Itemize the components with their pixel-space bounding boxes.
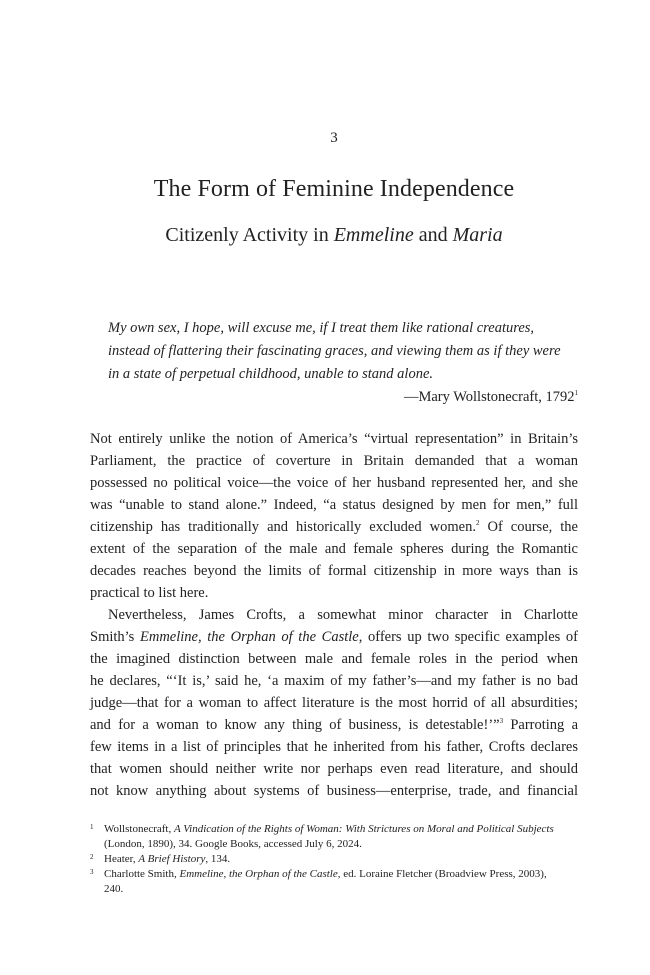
footnote [90,822,578,852]
body-line: practical to list here. [90,585,209,601]
body-italic-title: Emmeline, the Orphan of the Castle [139,629,359,645]
attribution-text: —Mary Wollstonecraft, 1792 [403,389,575,405]
body-line: Nevertheless, James Crofts, a somewhat minor character in Charlotte [108,607,578,623]
epigraph [108,317,578,409]
footnote-marker[interactable]: 3 [499,717,504,725]
footnote-line [104,822,578,837]
footnote-text: , ed. Loraine Fletcher (Broadview Press, 2003), [337,868,547,880]
subtitle-text: and [413,224,453,246]
footnote-marker[interactable]: 2 [475,519,480,527]
chapter-title: The Form of Feminine Independence [153,176,515,202]
body-text-run: Smith’s [90,629,140,645]
body-text-run: and for a woman to know any thing of business, is detestable!’” [90,717,500,733]
body-text [90,428,578,802]
footnote-number: 3 [90,868,94,876]
footnote-number: 1 [90,823,94,831]
footnote [90,867,578,897]
body-line: possessed no political voice—the voice of her husband represented her, and she [90,475,578,491]
body-line [90,626,578,648]
body-line: not know anything about systems of business—enterprise, trade, and financial [90,783,578,799]
footnote-line [104,852,578,867]
body-text-run: Parroting a [503,717,579,733]
body-line: Not entirely unlike the notion of America’s “virtual representation” in Britain’s [90,431,578,447]
epigraph-attribution [108,386,578,409]
footnote-italic-title: Emmeline, the Orphan of the Castle [179,868,338,880]
body-line: extent of the separation of the male and female spheres during the Romantic [90,541,578,557]
body-line: that women should neither write nor perhaps even read literature, and should [90,761,578,777]
chapter-number: 3 [330,130,338,146]
body-line: judge—that for a woman to affect literature is the most horrid of all absurdities; [90,695,578,711]
body-text-run: citizenship has traditionally and historically excluded women. [90,519,476,535]
footnote-text: Charlotte Smith, [104,868,180,880]
body-line: the imagined distinction between male and female roles in the period when [90,651,578,667]
footnote-line: (London, 1890), 34. Google Books, accessed July 6, 2024. [104,838,362,850]
footnote-italic-title: A Vindication of the Rights of Woman: With Strictures on Moral and Political Subjects [173,823,554,835]
footnote [90,852,578,867]
body-line: decades reaches beyond the limits of formal citizenship in more ways than is [90,563,578,579]
footnote-marker[interactable]: 1 [574,389,578,397]
body-text-run: , offers up two specific examples of [358,629,578,645]
body-line [90,714,578,736]
epigraph-line: My own sex, I hope, will excuse me, if I treat them like rational creatures, [108,320,535,336]
footnote-number: 2 [90,853,94,861]
footnote-line [104,867,578,882]
footnote-line: 240. [104,883,124,895]
body-line: few items in a list of principles that he inherited from his father, Crofts declares [90,739,578,755]
subtitle-italic-title: Maria [452,224,503,246]
footnote-text: , 134. [205,853,231,865]
body-line: Parliament, the practice of coverture in Britain demanded that a woman [90,453,578,469]
footnote-text: Wollstonecraft, [104,823,174,835]
subtitle-italic-title: Emmeline [333,224,414,246]
body-line: was “unable to stand alone.” Indeed, “a status designed by men for men,” full [90,497,578,513]
footnotes [90,822,578,897]
footnote-italic-title: A Brief History [138,853,206,865]
body-line: he declares, “‘It is,’ said he, ‘a maxim of my father’s—and my father is no bad [90,673,578,689]
body-text-run: Of course, the [479,519,578,535]
epigraph-line: instead of flattering their fascinating graces, and viewing them as if they were [108,343,561,359]
body-line [90,516,578,538]
footnote-text: Heater, [104,853,139,865]
chapter-subtitle [0,224,650,247]
subtitle-text: Citizenly Activity in [165,224,334,246]
epigraph-line: in a state of perpetual childhood, unable to stand alone. [108,366,434,382]
